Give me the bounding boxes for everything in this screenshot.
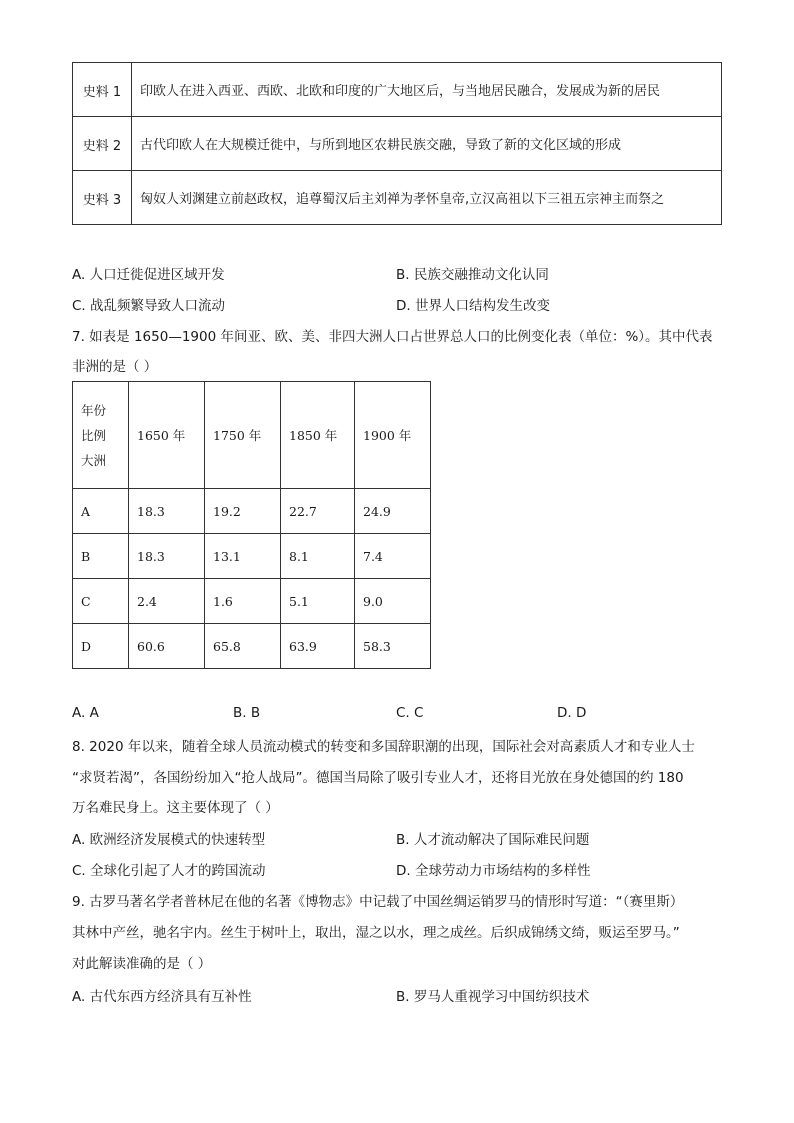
q8-stem-line1: 8. 2020 年以来，随着全球人员流动模式的转变和多国辞职潮的出现，国际社会对高素质人才和专业人士 — [72, 739, 695, 755]
cell-value: 7.4 — [355, 534, 431, 579]
cell-value: 5.1 — [281, 579, 355, 624]
cell-value: 2.4 — [129, 579, 205, 624]
q7-option-a[interactable]: A. A — [72, 705, 99, 721]
row-label: C — [73, 579, 129, 624]
q7-option-d[interactable]: D. D — [557, 705, 587, 721]
source-text: 匈奴人刘渊建立前赵政权，追尊蜀汉后主刘禅为孝怀皇帝,立汉高祖以下三祖五宗神主而祭之 — [132, 171, 722, 225]
header-year-label: 年份 — [81, 402, 107, 418]
q6-option-b[interactable]: B. 民族交融推动文化认同 — [396, 267, 549, 283]
table-row — [73, 63, 722, 117]
table-row — [73, 489, 431, 534]
row-label: D — [73, 624, 129, 669]
q9-option-b[interactable]: B. 罗马人重视学习中国纺织技术 — [396, 989, 590, 1005]
cell-value: 9.0 — [355, 579, 431, 624]
cell-value: 63.9 — [281, 624, 355, 669]
year-header: 1850 年 — [281, 382, 355, 489]
table-row — [73, 171, 722, 225]
source-label: 史料 2 — [73, 117, 132, 171]
cell-value: 24.9 — [355, 489, 431, 534]
q7-option-c[interactable]: C. C — [396, 705, 424, 721]
population-table — [72, 381, 431, 669]
source-label: 史料 3 — [73, 171, 132, 225]
source-text: 印欧人在进入西亚、西欧、北欧和印度的广大地区后，与当地居民融合，发展成为新的居民 — [132, 63, 722, 117]
table-row — [73, 579, 431, 624]
header-continent-label: 大洲 — [81, 452, 107, 468]
cell-value: 8.1 — [281, 534, 355, 579]
source-text: 古代印欧人在大规模迁徙中，与所到地区农耕民族交融，导致了新的文化区域的形成 — [132, 117, 722, 171]
q9-option-a[interactable]: A. 古代东西方经济具有互补性 — [72, 989, 252, 1005]
q8-stem-line3: 万名难民身上。这主要体现了（ ） — [72, 800, 279, 816]
cell-value: 22.7 — [281, 489, 355, 534]
source-label: 史料 1 — [73, 63, 132, 117]
q7-stem-line2: 非洲的是（ ） — [72, 359, 158, 375]
table-row — [73, 534, 431, 579]
q8-stem-line2: “求贤若渴”，各国纷纷加入“抢人战局”。德国当局除了吸引专业人才，还将目光放在身处德国的约 180 — [72, 770, 684, 786]
year-header: 1900 年 — [355, 382, 431, 489]
table-header-row — [73, 382, 431, 489]
year-header: 1650 年 — [129, 382, 205, 489]
year-header: 1750 年 — [205, 382, 281, 489]
q6-option-d[interactable]: D. 世界人口结构发生改变 — [396, 298, 550, 314]
row-label: B — [73, 534, 129, 579]
q8-option-b[interactable]: B. 人才流动解决了国际难民问题 — [396, 832, 590, 848]
q7-stem-line1: 7. 如表是 1650—1900 年间亚、欧、美、非四大洲人口占世界总人口的比例变化表（单位：%）。其中代表 — [72, 329, 713, 345]
header-ratio-label: 比例 — [81, 427, 107, 443]
q6-option-a[interactable]: A. 人口迁徙促进区域开发 — [72, 267, 225, 283]
q8-option-a[interactable]: A. 欧洲经济发展模式的快速转型 — [72, 832, 266, 848]
cell-value: 18.3 — [129, 489, 205, 534]
cell-value: 58.3 — [355, 624, 431, 669]
table-row — [73, 117, 722, 171]
cell-value: 65.8 — [205, 624, 281, 669]
cell-value: 19.2 — [205, 489, 281, 534]
q7-option-b[interactable]: B. B — [233, 705, 261, 721]
q6-option-c[interactable]: C. 战乱频繁导致人口流动 — [72, 298, 226, 314]
cell-value: 1.6 — [205, 579, 281, 624]
row-label: A — [73, 489, 129, 534]
source-table — [72, 62, 722, 225]
cell-value: 60.6 — [129, 624, 205, 669]
diagonal-header-cell — [73, 382, 129, 489]
q9-stem-line3: 对此解读准确的是（ ） — [72, 956, 212, 972]
table-row — [73, 624, 431, 669]
cell-value: 18.3 — [129, 534, 205, 579]
q8-option-d[interactable]: D. 全球劳动力市场结构的多样性 — [396, 863, 591, 879]
q9-stem-line1: 9. 古罗马著名学者普林尼在他的名著《博物志》中记载了中国丝绸运销罗马的情形时写道：“（赛里斯） — [72, 894, 684, 910]
q9-stem-line2: 其林中产丝，驰名宇内。丝生于树叶上，取出，湿之以水，理之成丝。后织成锦绣文绮，贩运至罗马。” — [72, 925, 680, 941]
q8-option-c[interactable]: C. 全球化引起了人才的跨国流动 — [72, 863, 266, 879]
cell-value: 13.1 — [205, 534, 281, 579]
